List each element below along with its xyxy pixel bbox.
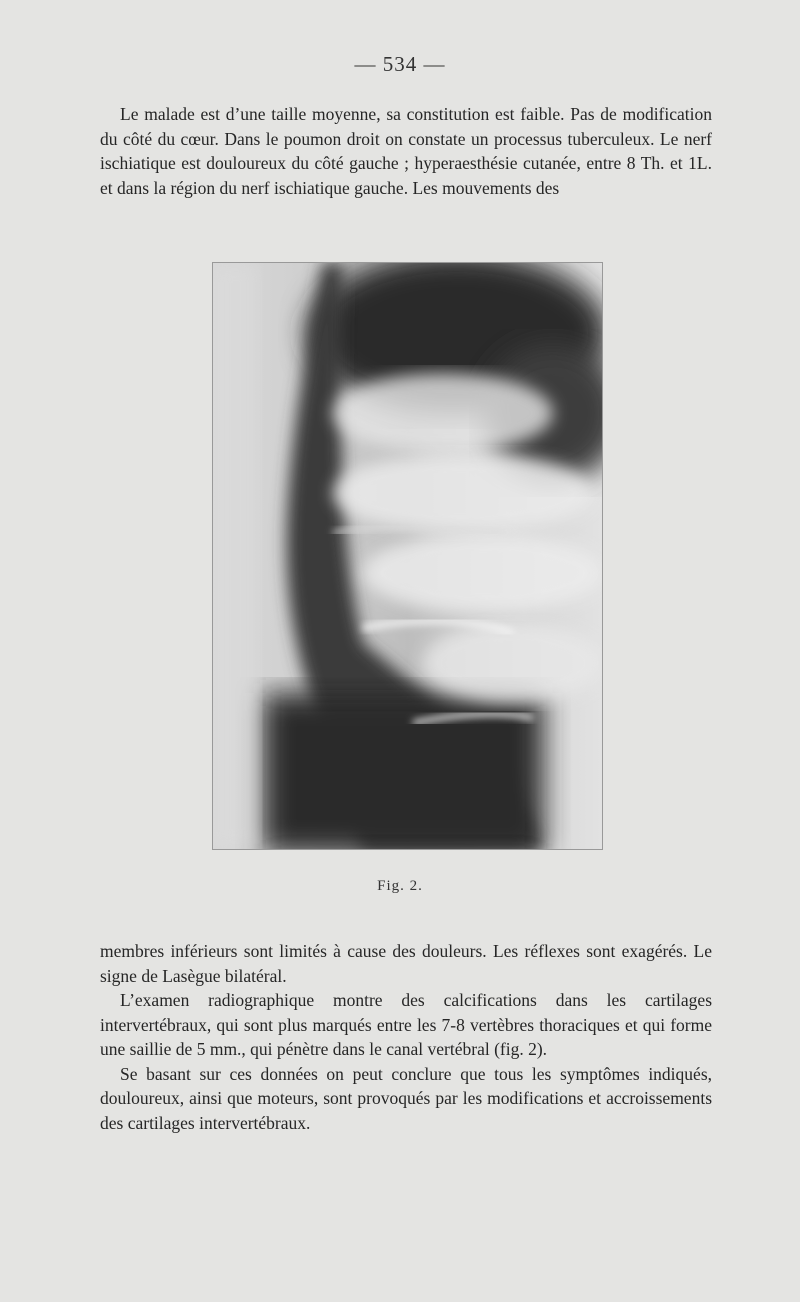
paragraph-bottom-3: Se basant sur ces données on peut conclure que tous les symptômes indiqués, douloureux, ainsi que moteurs, sont provoqués par les modifications et accroissements des cartilages intervertébraux. bbox=[100, 1063, 712, 1133]
page-number: — 534 — bbox=[354, 52, 446, 76]
paragraph-top-text: Le malade est d’une taille moyenne, sa constitution est faible. Pas de modification du côté du cœur. Dans le poumon droit on constate un processus tuberculeux. Le nerf ischiatique est douloureux du côté gauche ; hyperaesthésie cutanée, entre 8 Th. et 1L. et dans la région du nerf ischiatique gauche. Les mouvements des bbox=[100, 104, 712, 198]
radiograph-image bbox=[213, 263, 602, 849]
paragraph-bottom bbox=[100, 939, 712, 1135]
paragraph-bottom-2: L’examen radiographique montre des calcifications dans les cartilages intervertébraux, qui sont plus marqués entre les 7-8 vertèbres thoraciques et qui forme une saillie de 5 mm., qui pénètre dans le canal vertébral (fig. 2). bbox=[100, 990, 712, 1059]
figure-caption: Fig. 2. bbox=[377, 878, 423, 894]
paragraph-top bbox=[100, 102, 712, 200]
radiograph-figure bbox=[212, 262, 603, 850]
paragraph-bottom-1: membres inférieurs sont limités à cause des douleurs. Les réflexes sont exagérés. Le signe de Lasègue bilatéral. bbox=[100, 941, 712, 986]
